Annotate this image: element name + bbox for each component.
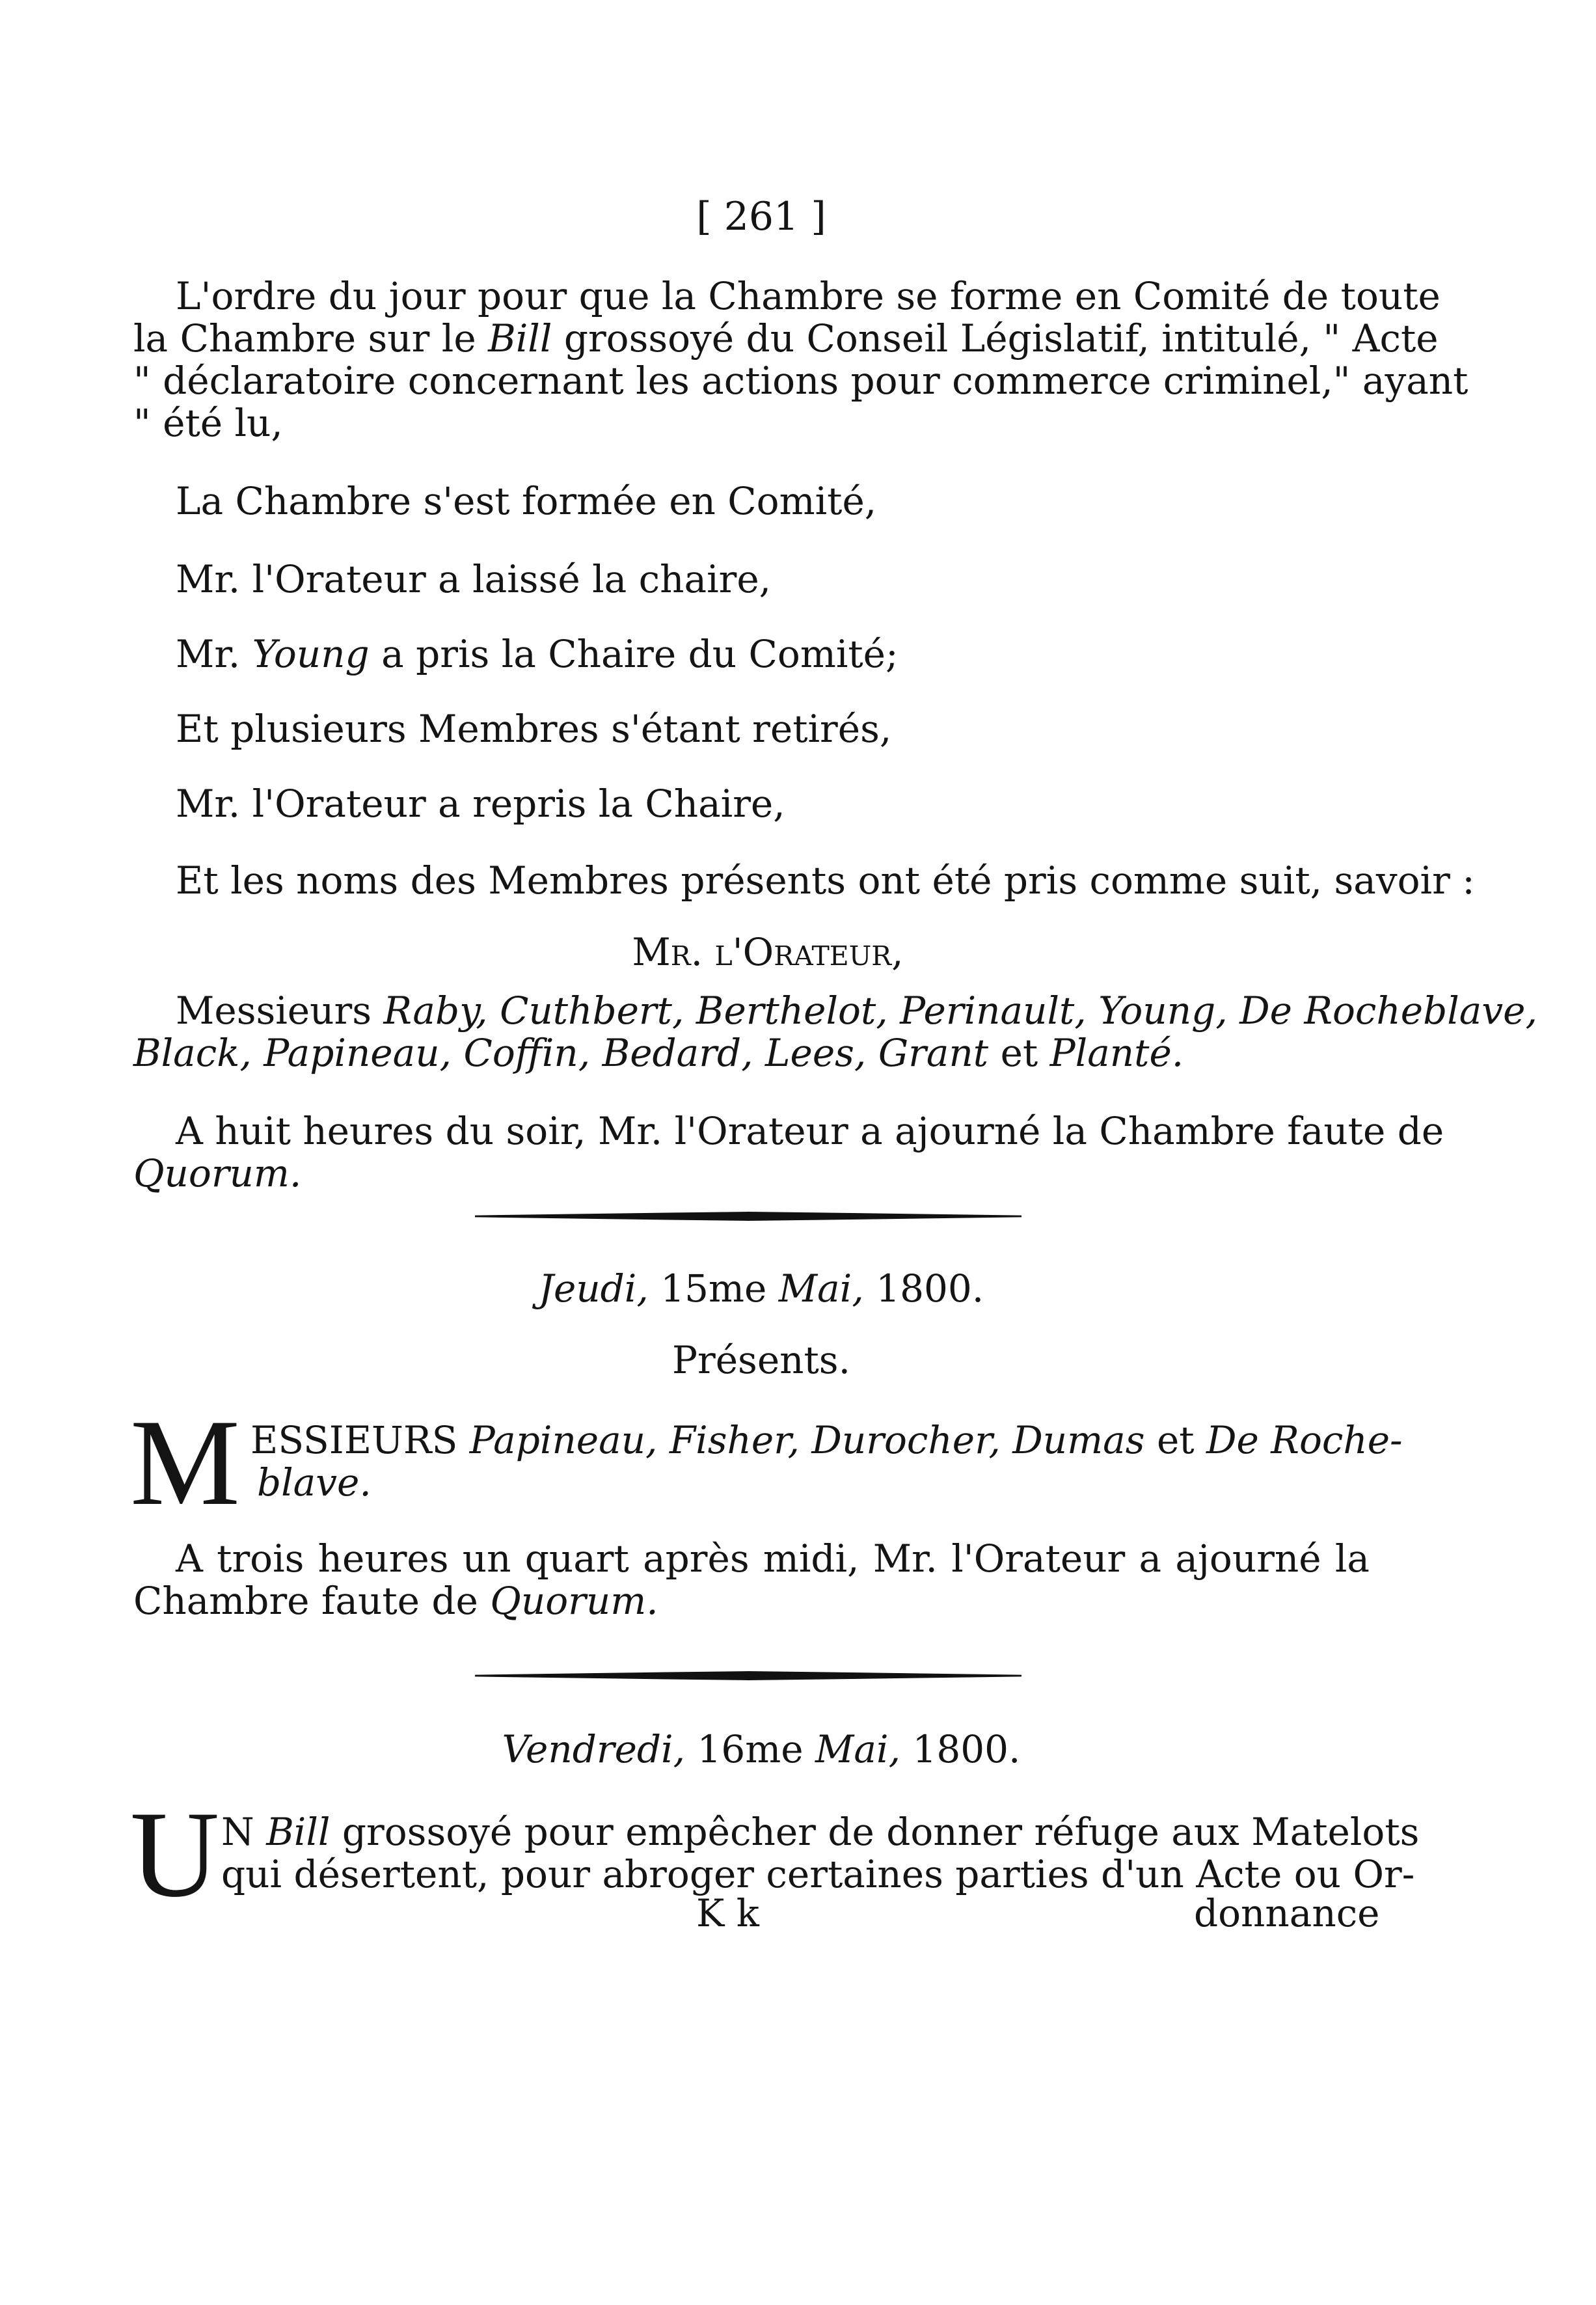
paragraph-line: la Chambre sur le Bill grossoyé du Conseil Législatif, intitulé, " Acte	[133, 316, 1439, 361]
proceeding-line: Mr. l'Orateur a laissé la chaire,	[176, 557, 772, 601]
proceeding-line: Mr. l'Orateur a repris la Chaire,	[176, 782, 785, 826]
section-divider	[475, 1671, 1021, 1680]
section-divider	[475, 1212, 1021, 1221]
signature-mark: K k	[696, 1891, 759, 1935]
catchword: donnance	[1194, 1891, 1380, 1935]
proceeding-line: Mr. Young a pris la Chaire du Comité;	[176, 632, 899, 676]
date-heading: Jeudi, 15me Mai, 1800.	[538, 1266, 984, 1311]
adjournment-line: A huit heures du soir, Mr. l'Orateur a ajourné la Chambre faute de	[176, 1109, 1444, 1153]
proceeding-line: Et plusieurs Membres s'étant retirés,	[176, 707, 892, 751]
members-line: Black, Papineau, Coffin, Bedard, Lees, Grant et Planté.	[133, 1031, 1184, 1075]
drop-cap: M	[130, 1395, 240, 1531]
paragraph-line: N Bill grossoyé pour empêcher de donner réfuge aux Matelots	[221, 1810, 1420, 1854]
speaker-heading: Mr. l'Orateur,	[632, 930, 904, 974]
adjournment-line: Quorum.	[133, 1151, 302, 1195]
paragraph-line: ESSIEURS Papineau, Fisher, Durocher, Dumas et De Roche-	[250, 1418, 1403, 1462]
paragraph-line: " déclaratoire concernant les actions pour commerce criminel," ayant	[133, 359, 1468, 403]
presents-heading: Présents.	[671, 1338, 851, 1382]
paragraph-line: qui désertent, pour abroger certaines parties d'un Acte ou Or-	[221, 1852, 1415, 1896]
adjournment-line: A trois heures un quart après midi, Mr. l'Orateur a ajourné la	[176, 1536, 1370, 1581]
paragraph-line: L'ordre du jour pour que la Chambre se forme en Comité de toute	[176, 274, 1440, 318]
proceeding-line: La Chambre s'est formée en Comité,	[176, 479, 877, 523]
paragraph-line: blave.	[257, 1460, 372, 1505]
bill-word: Bill	[488, 316, 552, 361]
young-name: Young	[252, 632, 370, 676]
members-line: Messieurs Raby, Cuthbert, Berthelot, Perinault, Young, De Rocheblave,	[176, 989, 1537, 1033]
drop-cap: U	[130, 1786, 220, 1923]
adjournment-line: Chambre faute de Quorum.	[133, 1579, 658, 1623]
date-heading: Vendredi, 16me Mai, 1800.	[502, 1727, 1021, 1771]
proceeding-line: Et les noms des Membres présents ont été pris comme suit, savoir :	[176, 858, 1475, 903]
page-number: [ 261 ]	[696, 194, 826, 239]
paragraph-line: " été lu,	[133, 401, 283, 445]
